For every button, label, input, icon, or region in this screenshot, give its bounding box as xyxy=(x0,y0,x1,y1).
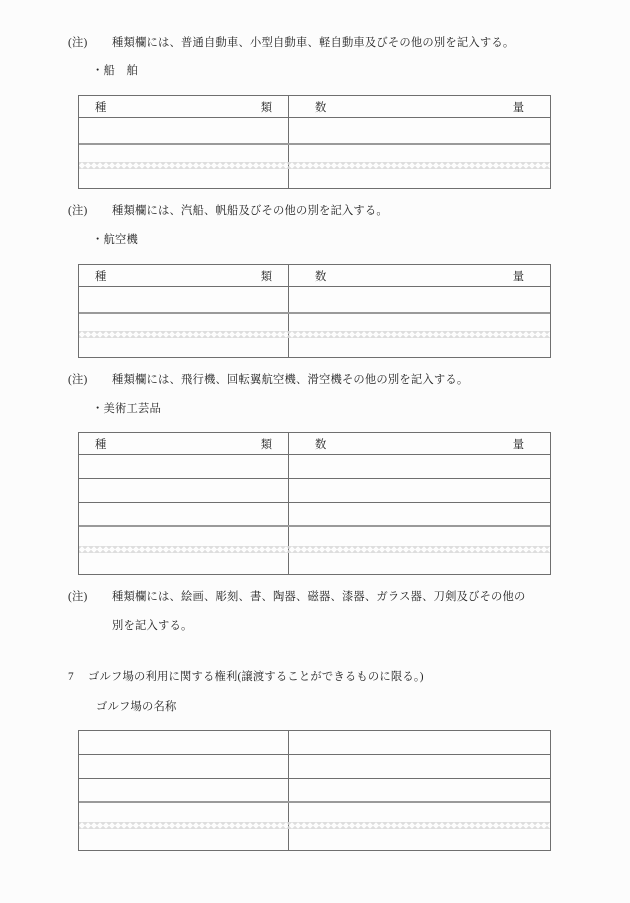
note-aircraft xyxy=(68,369,468,392)
note-art-text-line1: 種類欄には、絵画、彫刻、書、陶器、磁器、漆器、ガラス器、刀剣及びその他の xyxy=(112,591,526,603)
table-row-continuation[interactable] xyxy=(79,803,550,850)
row-cell-value[interactable] xyxy=(289,779,550,801)
header-kind-left: 種 xyxy=(95,270,107,283)
header-qty-text xyxy=(315,99,524,115)
note-art-text-line2: 別を記入する。 xyxy=(112,620,193,632)
header-qty-right: 量 xyxy=(512,270,524,283)
row-cell-name[interactable] xyxy=(79,779,289,801)
row-cell-value[interactable] xyxy=(289,731,550,754)
row-cell-value[interactable] xyxy=(289,755,550,778)
table-row[interactable] xyxy=(79,755,550,779)
header-qty-right: 量 xyxy=(512,101,524,114)
table-row-continuation[interactable] xyxy=(79,527,550,574)
row-cell-name[interactable] xyxy=(79,731,289,754)
note-vehicle-text: 種類欄には、普通自動車、小型自動車、軽自動車及びその他の別を記入する。 xyxy=(112,37,515,49)
header-cell-kind xyxy=(79,96,289,117)
note-ship-text: 種類欄には、汽船、帆船及びその他の別を記入する。 xyxy=(112,205,388,217)
header-kind-text xyxy=(95,99,272,115)
aircraft-table xyxy=(78,264,551,358)
header-kind-text xyxy=(95,436,272,452)
row-cell-kind[interactable] xyxy=(79,287,289,312)
row-cell-name[interactable] xyxy=(79,755,289,778)
art-table xyxy=(78,432,551,575)
table-row[interactable] xyxy=(79,503,550,527)
bullet-art: ・美術工芸品 xyxy=(92,403,161,415)
header-kind-right: 類 xyxy=(260,438,272,451)
header-qty-text xyxy=(315,436,524,452)
note-art xyxy=(68,586,526,609)
golf-table xyxy=(78,730,551,851)
row-cell-qty[interactable] xyxy=(289,455,550,478)
table-header-row xyxy=(79,96,550,118)
wavy-break-line xyxy=(79,331,550,338)
table-row[interactable] xyxy=(79,731,550,755)
header-cell-qty xyxy=(289,433,550,454)
header-kind-left: 種 xyxy=(95,101,107,114)
row-cell-qty[interactable] xyxy=(289,479,550,502)
row-cell-qty[interactable] xyxy=(289,118,550,143)
note-ship xyxy=(68,200,388,223)
row-cell-kind[interactable] xyxy=(79,479,289,502)
section-number: 7 xyxy=(68,671,74,683)
bullet-aircraft: ・航空機 xyxy=(92,234,138,246)
note-label: (注) xyxy=(68,591,88,603)
table-header-row xyxy=(79,433,550,455)
row-cell-kind[interactable] xyxy=(79,503,289,525)
table-row-continuation[interactable] xyxy=(79,314,550,357)
golf-course-name-label: ゴルフ場の名称 xyxy=(96,701,177,713)
note-label: (注) xyxy=(68,205,88,217)
table-row[interactable] xyxy=(79,455,550,479)
note-label: (注) xyxy=(68,37,88,49)
header-qty-left: 数 xyxy=(315,438,327,451)
note-aircraft-text: 種類欄には、飛行機、回転翼航空機、滑空機その他の別を記入する。 xyxy=(112,374,469,386)
header-cell-kind xyxy=(79,265,289,286)
section-title: ゴルフ場の利用に関する権利(譲渡することができるものに限る。) xyxy=(88,671,424,683)
header-kind-left: 種 xyxy=(95,438,107,451)
wavy-break-line xyxy=(79,546,550,553)
header-qty-text xyxy=(315,268,524,284)
row-cell-qty[interactable] xyxy=(289,287,550,312)
row-cell-qty[interactable] xyxy=(289,503,550,525)
table-row[interactable] xyxy=(79,287,550,314)
header-qty-right: 量 xyxy=(512,438,524,451)
header-kind-text xyxy=(95,268,272,284)
note-label: (注) xyxy=(68,374,88,386)
row-cell-kind[interactable] xyxy=(79,118,289,143)
wavy-break-line xyxy=(79,162,550,169)
header-kind-right: 類 xyxy=(260,270,272,283)
note-vehicle xyxy=(68,32,514,55)
table-row[interactable] xyxy=(79,479,550,503)
bullet-ship: ・船 舶 xyxy=(92,65,138,77)
table-header-row xyxy=(79,265,550,287)
header-cell-qty xyxy=(289,265,550,286)
header-cell-kind xyxy=(79,433,289,454)
table-row-continuation[interactable] xyxy=(79,145,550,188)
header-cell-qty xyxy=(289,96,550,117)
row-cell-kind[interactable] xyxy=(79,455,289,478)
wavy-break-line xyxy=(79,822,550,829)
ship-table xyxy=(78,95,551,189)
header-qty-left: 数 xyxy=(315,270,327,283)
header-kind-right: 類 xyxy=(260,101,272,114)
table-row[interactable] xyxy=(79,779,550,803)
header-qty-left: 数 xyxy=(315,101,327,114)
table-row[interactable] xyxy=(79,118,550,145)
